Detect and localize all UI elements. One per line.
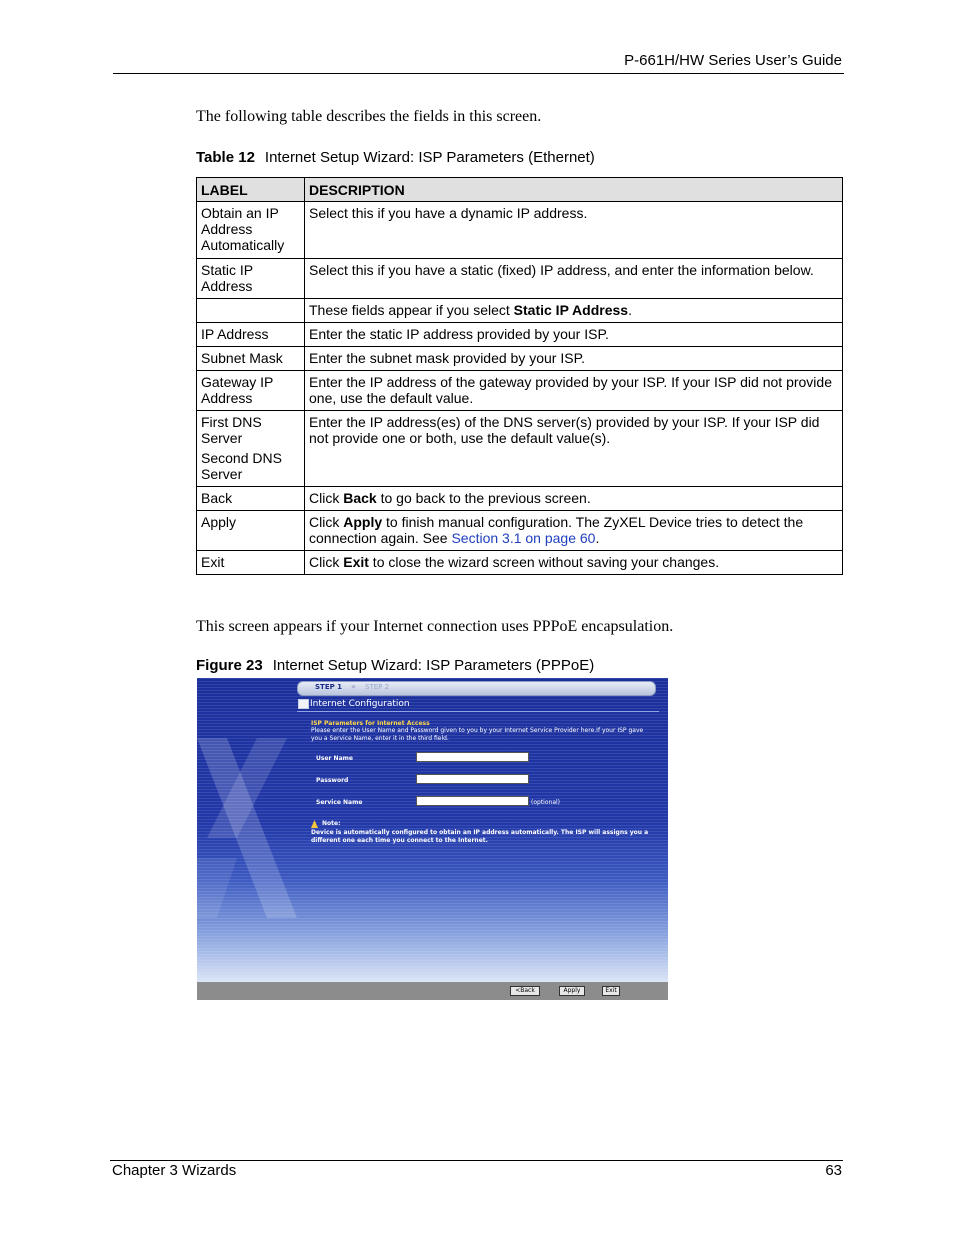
row-label: Subnet Mask <box>197 347 305 371</box>
user-name-label: User Name <box>316 755 353 762</box>
row-description: Select this if you have a dynamic IP address. <box>305 202 843 259</box>
panel-rule <box>297 711 659 712</box>
desc-bold: Static IP Address <box>513 302 629 318</box>
row-label: Back <box>197 487 305 511</box>
step-1-label: STEP 1 <box>315 683 343 691</box>
wizard-button-bar <box>197 982 668 1000</box>
step-indicator <box>297 681 656 696</box>
figure-title: Internet Setup Wizard: ISP Parameters (PPPoE) <box>272 657 595 674</box>
row-description <box>305 551 843 575</box>
row-label: Apply <box>197 511 305 551</box>
row-label: Static IP Address <box>197 259 305 299</box>
row-label-first: First DNS Server <box>201 414 262 446</box>
desc-text: to go back to the previous screen. <box>376 490 591 506</box>
section-heading: ISP Parameters for Internet Access <box>311 720 430 727</box>
row-label-second: Second DNS Server <box>201 450 282 482</box>
desc-text: to finish manual configuration. The ZyXEL Device tries to detect the connection again. See <box>309 514 804 546</box>
figure-caption <box>196 657 594 674</box>
note-text: Device is automatically configured to obtain an IP address automatically. The ISP will assigns you a different one each time you connect to the Internet. <box>311 829 649 844</box>
table-row <box>197 299 843 323</box>
table-row <box>197 487 843 511</box>
password-label: Password <box>316 777 349 784</box>
table-title: Internet Setup Wizard: ISP Parameters (Ethernet) <box>264 149 595 166</box>
table-header-row <box>197 178 843 202</box>
section-instructions: Please enter the User Name and Password given to you by your Internet Service Provider here.If your ISP gave you a Service Name, enter it in the third field. <box>311 727 644 742</box>
row-description <box>305 299 843 323</box>
desc-text: . <box>595 530 600 546</box>
desc-bold: Apply <box>343 514 383 530</box>
row-description: Enter the IP address of the gateway provided by your ISP. If your ISP did not provide one, use the default value. <box>305 371 843 411</box>
table-row <box>197 202 843 259</box>
header-label: LABEL <box>197 178 305 202</box>
desc-text: Click <box>309 490 344 506</box>
step-2-label: STEP 2 <box>365 683 390 691</box>
table-row <box>197 323 843 347</box>
zyxel-x-logo-icon <box>197 718 297 938</box>
row-description <box>305 511 843 551</box>
table-row <box>197 259 843 299</box>
desc-text: These fields appear if you select <box>309 302 514 318</box>
table-number: Table 12 <box>196 149 255 166</box>
desc-text: to close the wizard screen without saving your changes. <box>368 554 720 570</box>
service-name-input[interactable] <box>416 796 529 806</box>
header-rule <box>113 73 844 74</box>
row-label <box>197 299 305 323</box>
page-icon <box>298 699 309 709</box>
row-label: Gateway IP Address <box>197 371 305 411</box>
desc-bold: Exit <box>343 554 369 570</box>
section-link[interactable]: Section 3.1 on page 60 <box>451 530 596 546</box>
footer-chapter: Chapter 3 Wizards <box>112 1162 237 1179</box>
intro-paragraph: The following table describes the fields in this screen. <box>196 108 542 125</box>
pppoe-paragraph: This screen appears if your Internet connection uses PPPoE encapsulation. <box>196 618 674 635</box>
desc-text: . <box>628 302 632 318</box>
row-label: IP Address <box>197 323 305 347</box>
table-row <box>197 347 843 371</box>
table-row <box>197 411 843 487</box>
table-row <box>197 371 843 411</box>
row-description: Select this if you have a static (fixed) IP address, and enter the information below. <box>305 259 843 299</box>
row-label <box>197 411 305 487</box>
table-row <box>197 551 843 575</box>
row-description: Enter the IP address(es) of the DNS server(s) provided by your ISP. If your ISP did not provide one or both, use the default value(s). <box>305 411 843 487</box>
field-description-table <box>196 177 843 575</box>
exit-button[interactable]: Exit <box>602 986 620 996</box>
note-label: Note: <box>322 820 341 827</box>
panel-title: Internet Configuration <box>310 699 410 709</box>
row-label: Exit <box>197 551 305 575</box>
figure-number: Figure 23 <box>196 657 263 674</box>
footer-rule <box>110 1160 843 1161</box>
row-description: Enter the subnet mask provided by your ISP. <box>305 347 843 371</box>
desc-bold: Back <box>343 490 377 506</box>
desc-text: Click <box>309 554 344 570</box>
row-label: Obtain an IP Address Automatically <box>197 202 305 259</box>
apply-button[interactable]: Apply <box>559 986 585 996</box>
note-icon <box>311 820 318 828</box>
wizard-screenshot <box>197 678 668 1000</box>
step-arrow-icon: » <box>351 682 356 691</box>
table-caption <box>196 149 595 166</box>
running-header: P-661H/HW Series User’s Guide <box>624 52 842 69</box>
row-description <box>305 487 843 511</box>
desc-text: Click <box>309 514 344 530</box>
table-row <box>197 511 843 551</box>
service-name-label: Service Name <box>316 799 363 806</box>
header-description: DESCRIPTION <box>305 178 843 202</box>
row-description: Enter the static IP address provided by your ISP. <box>305 323 843 347</box>
user-name-input[interactable] <box>416 752 529 762</box>
back-button[interactable]: <Back <box>510 986 540 996</box>
optional-hint: (optional) <box>531 799 560 806</box>
password-input[interactable] <box>416 774 529 784</box>
page-number: 63 <box>825 1162 842 1179</box>
